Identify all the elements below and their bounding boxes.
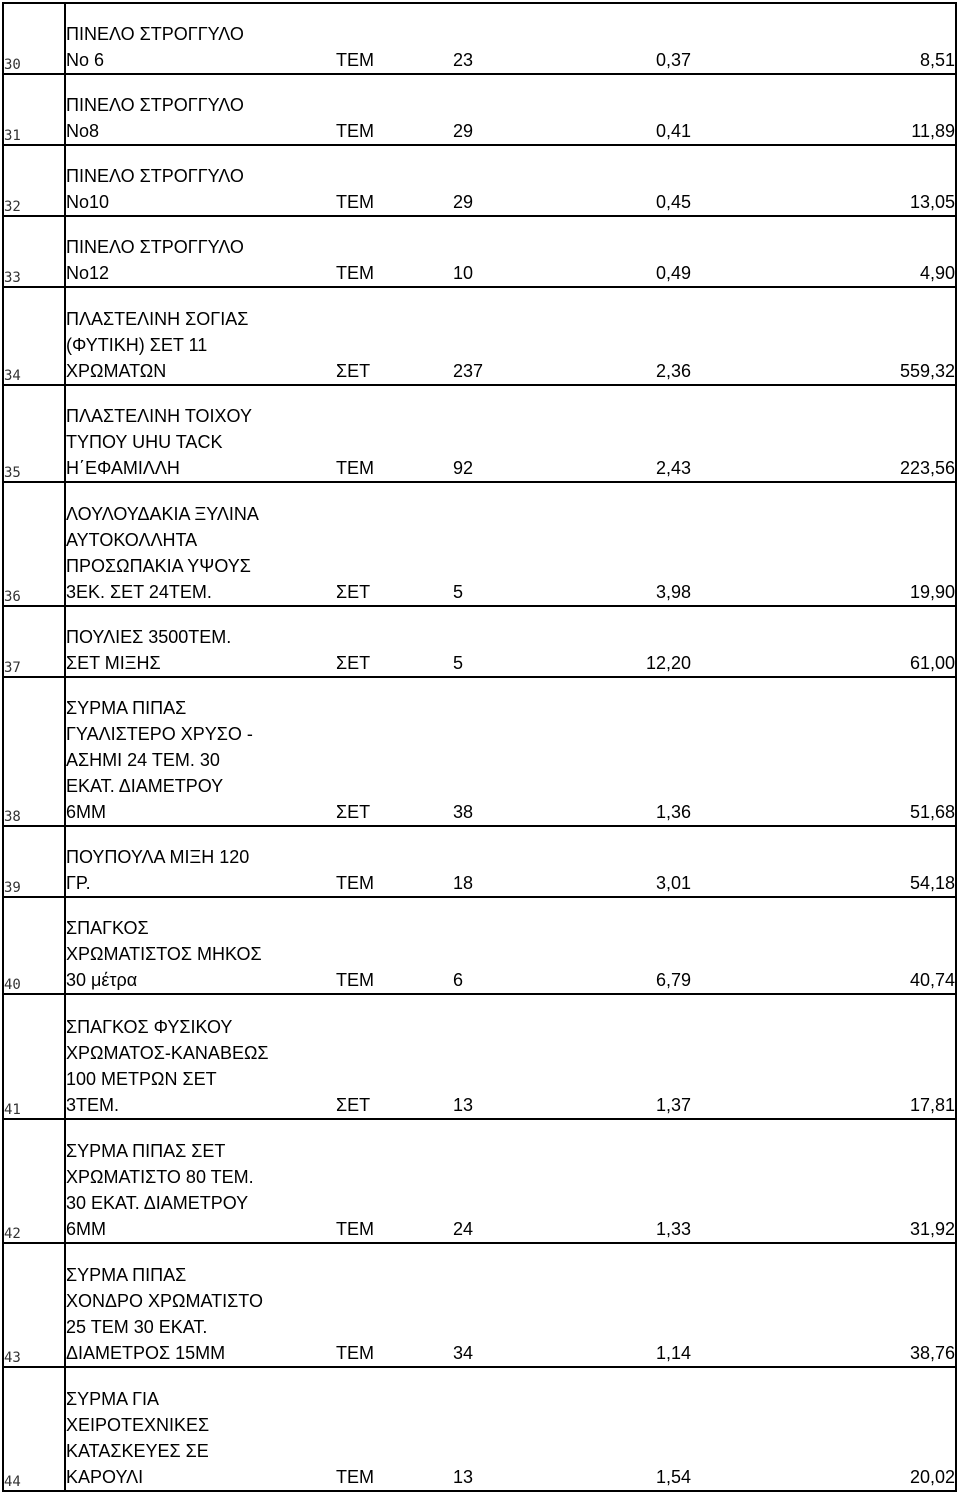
- total-cell: 559,32: [899, 361, 955, 381]
- unit-cell: ΤΕΜ: [336, 1343, 374, 1363]
- row-content: [65, 287, 956, 385]
- table-row: [3, 3, 956, 74]
- table-row: [3, 994, 956, 1119]
- quantity-cell: 13: [453, 1095, 474, 1115]
- quantity-cell: 24: [453, 1219, 474, 1239]
- table-row: [3, 385, 956, 482]
- quantity-cell: 5: [453, 653, 464, 673]
- description-line: 25 ΤΕΜ 30 ΕΚΑΤ.: [66, 1317, 208, 1337]
- unit-price-cell: 2,36: [655, 361, 691, 381]
- table-row: [3, 287, 956, 385]
- quantity-cell: 5: [453, 582, 464, 602]
- description-line: ΠΡΟΣΩΠΑΚΙΑ ΥΨΟΥΣ: [66, 556, 251, 576]
- table-row: [3, 826, 956, 897]
- quantity-cell: 23: [453, 50, 474, 70]
- unit-price-cell: 1,54: [655, 1467, 691, 1487]
- description-line: No10: [66, 192, 110, 212]
- total-cell: 4,90: [919, 263, 955, 283]
- item-values-line: [66, 455, 955, 481]
- item-values-line: [66, 1092, 955, 1118]
- table-row: [3, 897, 956, 994]
- total-cell: 31,92: [909, 1219, 955, 1239]
- unit-price-cell: 0,37: [655, 50, 691, 70]
- row-content: [65, 74, 956, 145]
- unit-cell: ΣΕΤ: [336, 653, 371, 673]
- unit-price-cell: 1,14: [655, 1343, 691, 1363]
- quantity-cell: 10: [453, 263, 474, 283]
- description-line: No8: [66, 121, 100, 141]
- price-table-body: [3, 3, 956, 1491]
- row-content: [65, 1243, 956, 1367]
- description-line: ΣΥΡΜΑ ΠΙΠΑΣ: [66, 1265, 187, 1285]
- unit-price-cell: 1,37: [655, 1095, 691, 1115]
- row-content: [65, 1119, 956, 1243]
- row-content: [65, 677, 956, 826]
- description-line: ΧΡΩΜΑΤΩΝ: [66, 361, 167, 381]
- description-line: ΣΕΤ ΜΙΞΗΣ: [66, 653, 161, 673]
- description-line: ΠΙΝΕΛΟ ΣΤΡΟΓΓΥΛΟ: [66, 166, 244, 186]
- item-values-line: [66, 189, 955, 215]
- item-values-line: [66, 1340, 955, 1366]
- description-line: 3ΤΕΜ.: [66, 1095, 120, 1115]
- description-line: ΠΟΥΠΟΥΛΑ ΜΙΞΗ 120: [66, 847, 250, 867]
- unit-price-cell: 0,45: [655, 192, 691, 212]
- unit-price-cell: 3,01: [655, 873, 691, 893]
- description-line: ΠΙΝΕΛΟ ΣΤΡΟΓΓΥΛΟ: [66, 95, 244, 115]
- row-number: 38: [3, 677, 65, 826]
- description-line: 30 μέτρα: [66, 970, 138, 990]
- item-values-line: [66, 799, 955, 825]
- row-number: 31: [3, 74, 65, 145]
- row-number: 35: [3, 385, 65, 482]
- quantity-cell: 237: [453, 361, 484, 381]
- unit-price-cell: 3,98: [655, 582, 691, 602]
- description-line: ΧΡΩΜΑΤΟΣ-ΚΑΝΑΒΕΩΣ: [66, 1043, 269, 1063]
- row-number: 37: [3, 606, 65, 677]
- description-line: ΕΚΑΤ. ΔΙΑΜΕΤΡΟΥ: [66, 776, 224, 796]
- total-cell: 61,00: [909, 653, 955, 673]
- description-line: No12: [66, 263, 110, 283]
- row-number: 36: [3, 482, 65, 606]
- description-line: ΛΟΥΛΟΥΔΑΚΙΑ ΞΥΛΙΝΑ: [66, 504, 259, 524]
- total-cell: 40,74: [909, 970, 955, 990]
- table-row: [3, 216, 956, 287]
- row-content: [65, 606, 956, 677]
- total-cell: 20,02: [909, 1467, 955, 1487]
- total-cell: 51,68: [909, 802, 955, 822]
- row-number: 39: [3, 826, 65, 897]
- unit-cell: ΤΕΜ: [336, 192, 374, 212]
- table-row: [3, 1243, 956, 1367]
- item-values-line: [66, 870, 955, 896]
- unit-cell: ΤΕΜ: [336, 1219, 374, 1239]
- item-values-line: [66, 579, 955, 605]
- unit-cell: ΤΕΜ: [336, 263, 374, 283]
- total-cell: 54,18: [909, 873, 955, 893]
- unit-cell: ΤΕΜ: [336, 121, 374, 141]
- description-line: 3ΕΚ. ΣΕΤ 24ΤΕΜ.: [66, 582, 212, 602]
- unit-price-cell: 2,43: [655, 458, 691, 478]
- quantity-cell: 34: [453, 1343, 474, 1363]
- description-line: ΑΥΤΟΚΟΛΛΗΤΑ: [66, 530, 198, 550]
- row-number: 44: [3, 1367, 65, 1491]
- unit-price-cell: 12,20: [645, 653, 691, 673]
- row-number: 34: [3, 287, 65, 385]
- row-content: [65, 385, 956, 482]
- row-content: [65, 3, 956, 74]
- description-line: Η΄ΕΦΑΜΙΛΛΗ: [66, 458, 180, 478]
- description-line: ΧΡΩΜΑΤΙΣΤΟ 80 ΤΕΜ.: [66, 1167, 254, 1187]
- quantity-cell: 13: [453, 1467, 474, 1487]
- row-number: 42: [3, 1119, 65, 1243]
- description-line: ΣΠΑΓΚΟΣ: [66, 918, 149, 938]
- table-row: [3, 74, 956, 145]
- description-line: 6ΜΜ: [66, 1219, 106, 1239]
- row-content: [65, 826, 956, 897]
- unit-cell: ΣΕΤ: [336, 361, 371, 381]
- description-line: ΣΥΡΜΑ ΓΙΑ: [66, 1389, 160, 1409]
- description-line: ΔΙΑΜΕΤΡΟΣ 15ΜΜ: [66, 1343, 226, 1363]
- description-line: ΣΠΑΓΚΟΣ ΦΥΣΙΚΟΥ: [66, 1017, 233, 1037]
- quantity-cell: 18: [453, 873, 474, 893]
- row-content: [65, 216, 956, 287]
- description-line: ΠΟΥΛΙΕΣ 3500ΤΕΜ.: [66, 627, 232, 647]
- unit-price-cell: 1,36: [655, 802, 691, 822]
- unit-cell: ΤΕΜ: [336, 50, 374, 70]
- item-values-line: [66, 650, 955, 676]
- row-content: [65, 482, 956, 606]
- unit-price-cell: 1,33: [655, 1219, 691, 1239]
- description-line: ΑΣΗΜΙ 24 ΤΕΜ. 30: [66, 750, 220, 770]
- description-line: ΠΙΝΕΛΟ ΣΤΡΟΓΓΥΛΟ: [66, 237, 244, 257]
- quantity-cell: 38: [453, 802, 474, 822]
- row-content: [65, 897, 956, 994]
- table-row: [3, 482, 956, 606]
- row-number: 43: [3, 1243, 65, 1367]
- description-line: 6ΜΜ: [66, 802, 106, 822]
- description-line: ΧΕΙΡΟΤΕΧΝΙΚΕΣ: [66, 1415, 210, 1435]
- table-row: [3, 1119, 956, 1243]
- row-number: 32: [3, 145, 65, 216]
- description-line: ΧΡΩΜΑΤΙΣΤΟΣ ΜΗΚΟΣ: [66, 944, 262, 964]
- unit-cell: ΤΕΜ: [336, 873, 374, 893]
- total-cell: 11,89: [911, 121, 955, 141]
- table-row: [3, 145, 956, 216]
- table-row: [3, 606, 956, 677]
- row-content: [65, 145, 956, 216]
- description-line: 30 ΕΚΑΤ. ΔΙΑΜΕΤΡΟΥ: [66, 1193, 249, 1213]
- unit-cell: ΤΕΜ: [336, 970, 374, 990]
- description-line: ΣΥΡΜΑ ΠΙΠΑΣ: [66, 698, 187, 718]
- description-line: ΓΡ.: [66, 873, 91, 893]
- quantity-cell: 6: [453, 970, 464, 990]
- item-values-line: [66, 118, 955, 144]
- unit-price-cell: 6,79: [655, 970, 691, 990]
- row-number: 41: [3, 994, 65, 1119]
- quantity-cell: 29: [453, 192, 474, 212]
- description-line: ΚΑΡΟΥΛΙ: [66, 1467, 144, 1487]
- description-line: ΓΥΑΛΙΣΤΕΡΟ ΧΡΥΣΟ -: [66, 724, 253, 744]
- row-content: [65, 1367, 956, 1491]
- description-line: ΚΑΤΑΣΚΕΥΕΣ ΣΕ: [66, 1441, 209, 1461]
- item-values-line: [66, 967, 955, 993]
- quantity-cell: 92: [453, 458, 474, 478]
- unit-cell: ΣΕΤ: [336, 1095, 371, 1115]
- item-values-line: [66, 358, 955, 384]
- description-line: ΧΟΝΔΡΟ ΧΡΩΜΑΤΙΣΤΟ: [66, 1291, 263, 1311]
- item-values-line: [66, 1464, 955, 1490]
- table-row: [3, 1367, 956, 1491]
- description-line: ΠΛΑΣΤΕΛΙΝΗ ΤΟΙΧΟΥ: [66, 406, 252, 426]
- item-values-line: [66, 47, 955, 73]
- unit-cell: ΣΕΤ: [336, 802, 371, 822]
- total-cell: 19,90: [909, 582, 955, 602]
- description-line: (ΦΥΤΙΚΗ) ΣΕΤ 11: [66, 335, 208, 355]
- row-content: [65, 994, 956, 1119]
- total-cell: 17,81: [909, 1095, 955, 1115]
- description-line: ΠΛΑΣΤΕΛΙΝΗ ΣΟΓΙΑΣ: [66, 309, 249, 329]
- description-line: No 6: [66, 50, 105, 70]
- description-line: ΠΙΝΕΛΟ ΣΤΡΟΓΓΥΛΟ: [66, 24, 244, 44]
- unit-cell: ΤΕΜ: [336, 1467, 374, 1487]
- row-number: 33: [3, 216, 65, 287]
- unit-price-cell: 0,41: [655, 121, 691, 141]
- unit-price-cell: 0,49: [655, 263, 691, 283]
- total-cell: 13,05: [909, 192, 955, 212]
- description-line: ΣΥΡΜΑ ΠΙΠΑΣ ΣΕΤ: [66, 1141, 226, 1161]
- unit-cell: ΤΕΜ: [336, 458, 374, 478]
- row-number: 40: [3, 897, 65, 994]
- quantity-cell: 29: [453, 121, 474, 141]
- row-number: 30: [3, 3, 65, 74]
- item-values-line: [66, 1216, 955, 1242]
- description-line: ΤΥΠΟΥ UHU TACK: [66, 432, 223, 452]
- unit-cell: ΣΕΤ: [336, 582, 371, 602]
- price-table: [2, 2, 957, 1492]
- description-line: 100 ΜΕΤΡΩΝ ΣΕΤ: [66, 1069, 217, 1089]
- table-row: [3, 677, 956, 826]
- item-values-line: [66, 260, 955, 286]
- total-cell: 8,51: [919, 50, 955, 70]
- total-cell: 223,56: [899, 458, 955, 478]
- total-cell: 38,76: [909, 1343, 955, 1363]
